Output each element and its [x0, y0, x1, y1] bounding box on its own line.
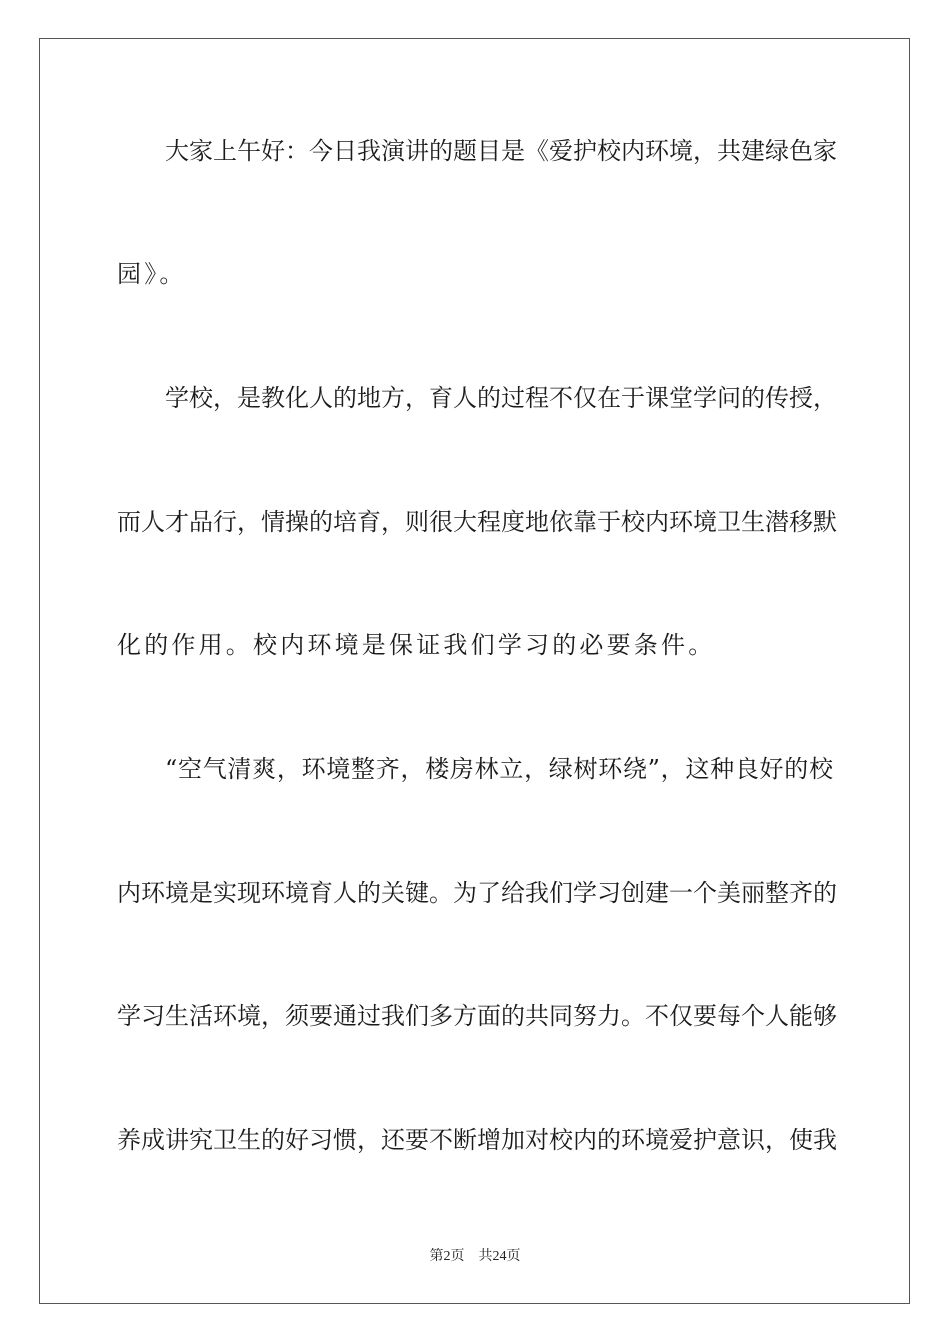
page-number: 第2页: [429, 1249, 465, 1264]
paragraph-line: 园》。: [117, 260, 187, 288]
paragraph-line: 内环境是实现环境育人的关键。为了给我们学习创建一个美丽整齐的: [117, 879, 837, 907]
paragraph-line: “空气清爽，环境整齐，楼房林立，绿树环绕”，这种良好的校: [165, 755, 833, 783]
page-border: [39, 38, 910, 1304]
paragraph-line: 养成讲究卫生的好习惯，还要不断增加对校内的环境爱护意识，使我: [117, 1126, 837, 1154]
paragraph-line: 大家上午好：今日我演讲的题目是《爱护校内环境，共建绿色家: [165, 137, 837, 165]
paragraph-line: 学校，是教化人的地方，育人的过程不仅在于课堂学问的传授，: [165, 384, 837, 412]
paragraph-line: 而人才品行，情操的培育，则很大程度地依靠于校内环境卫生潜移默: [117, 508, 837, 536]
page-footer: [0, 1248, 950, 1266]
paragraph-line: 化的作用。校内环境是保证我们学习的必要条件。: [117, 631, 716, 659]
page-total: 共24页: [478, 1249, 521, 1264]
paragraph-line: 学习生活环境，须要通过我们多方面的共同努力。不仅要每个人能够: [117, 1002, 837, 1030]
